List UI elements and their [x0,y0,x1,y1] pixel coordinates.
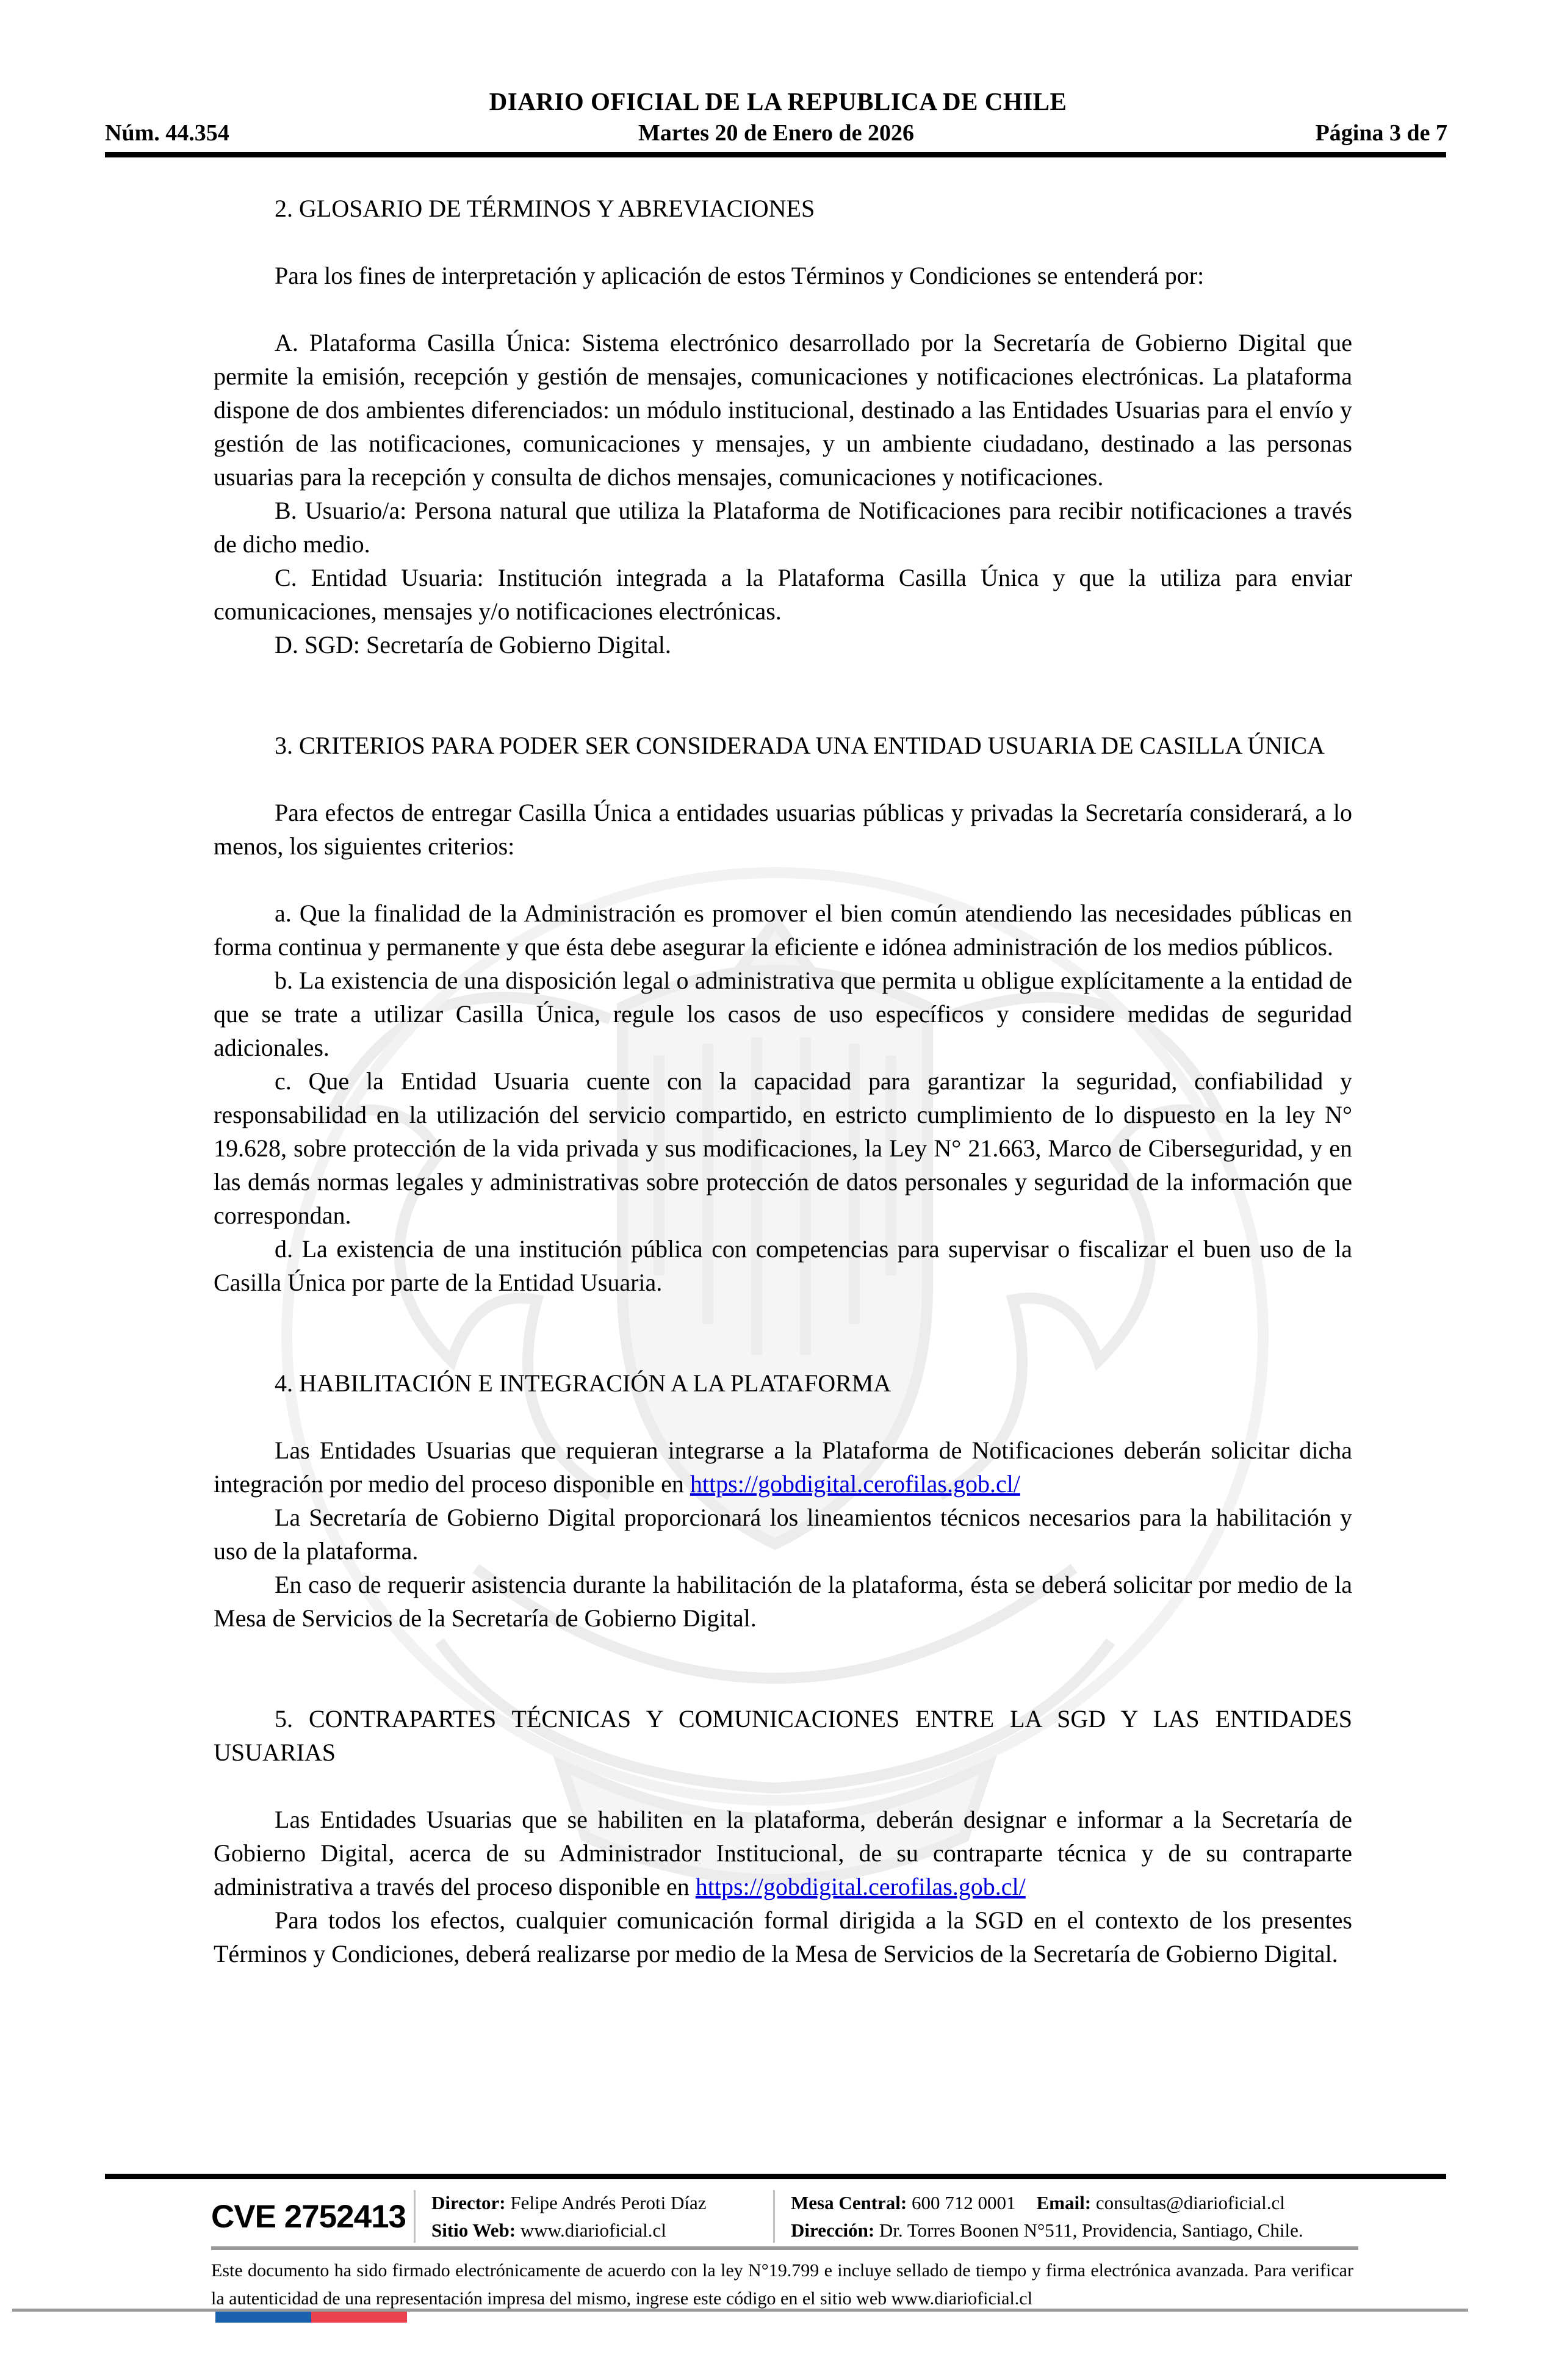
section-5-paragraph-2: Para todos los efectos, cualquier comunicación formal dirigida a la SGD en el contexto de los presentes Términos y Condiciones, deberá realizarse por medio de la Mesa de Servicios de la Secretaría de Gobierno Digital. [214,1906,1352,1967]
flag-red-segment [311,2312,407,2323]
section-5-title: 5. CONTRAPARTES TÉCNICAS Y COMUNICACIONES ENTRE LA SGD Y LAS ENTIDADES USUARIAS [214,1705,1352,1766]
footer-bottom-rule [211,2246,1358,2250]
definition-item-d: D. SGD: Secretaría de Gobierno Digital. [275,631,671,658]
spacer [214,1400,1352,1433]
section-5-paragraph-1 [214,1803,1352,1903]
section-3-intro: Para efectos de entregar Casilla Única a entidades usuarias públicas y privadas la Secretaría considerará, a lo menos, los siguientes criterios: [214,799,1352,860]
flag-blue-segment [215,2312,311,2323]
criteria-item-b: b. La existencia de una disposición legal o administrativa que permita u obligue explícitamente a la entidad de que se trate a utilizar Casilla Única, regule los casos de uso específicos y considere medidas de seguridad adicionales. [214,967,1352,1061]
address-value: Dr. Torres Boonen N°511, Providencia, Santiago, Chile. [879,2220,1303,2241]
spacer [214,863,1352,896]
document-body [214,192,1352,1971]
issue-date: Martes 20 de Enero de 2026 [638,120,915,146]
phone-value: 600 712 0001 [912,2192,1016,2213]
definition-item-b: B. Usuario/a: Persona natural que utiliza la Plataforma de Notificaciones para recibir notificaciones a través de dicho medio. [214,497,1352,558]
legal-notice: Este documento ha sido firmado electrónicamente de acuerdo con la ley N°19.799 e incluye sellado de tiempo y firma electrónica avanzada. Para verificar la autenticidad de una representación impresa del mismo, ingrese este código en el sitio web www.diarioficial.cl [211,2260,1353,2309]
footer-director-column [416,2189,773,2244]
definition-item-c: C. Entidad Usuaria: Institución integrada a la Plataforma Casilla Única y que la utiliza para enviar comunicaciones, mensajes y/o notificaciones electrónicas. [214,564,1352,625]
spacer [214,662,1352,729]
criteria-item-a: a. Que la finalidad de la Administración es promover el bien común atendiendo las necesidades públicas en forma continua y permanente y que ésta debe asegurar la eficiente e idónea administración de los medios públicos. [214,900,1352,961]
phone-email-line [791,2189,1358,2216]
email-value[interactable]: consultas@diarioficial.cl [1095,2192,1285,2213]
integration-process-link[interactable]: https://gobdigital.cerofilas.gob.cl/ [690,1470,1020,1498]
address-label: Dirección: [791,2220,875,2241]
website-label: Sitio Web: [431,2220,516,2241]
email-label: Email: [1036,2192,1092,2213]
publication-title: DIARIO OFICIAL DE LA REPUBLICA DE CHILE [489,87,1067,115]
director-label: Director: [431,2192,506,2213]
section-4-paragraph-3: En caso de requerir asistencia durante la habilitación de la plataforma, ésta se deberá solicitar por medio de la Mesa de Servicios de la Secretaría de Gobierno Digital. [214,1571,1352,1632]
footer-info-bar [211,2188,1358,2245]
page-indicator: Página 3 de 7 [1315,120,1447,146]
header-meta-row [105,120,1447,146]
phone-label: Mesa Central: [791,2192,907,2213]
paragraph-text: Las Entidades Usuarias que se habiliten en la plataforma, deberán designar e informar a la Secretaría de Gobierno Digital, acerca de su Administrador Institucional, de su contraparte técnica y de su contraparte administrativa a través del proceso disponible en [214,1806,1352,1900]
spacer [214,762,1352,796]
section-4-paragraph-2: La Secretaría de Gobierno Digital proporcionará los lineamientos técnicos necesarios para la habilitación y uso de la plataforma. [214,1504,1352,1565]
spacer [214,225,1352,259]
section-3-title: 3. CRITERIOS PARA PODER SER CONSIDERADA UNA ENTIDAD USUARIA DE CASILLA ÚNICA [275,732,1325,759]
header-rule [105,152,1446,157]
footer-contact-column [775,2189,1358,2244]
director-line [431,2189,773,2216]
section-4-paragraph-1 [214,1433,1352,1501]
cve-code: CVE 2752413 [211,2198,406,2235]
footer-top-rule [105,2174,1446,2179]
section-2-title: 2. GLOSARIO DE TÉRMINOS Y ABREVIACIONES [275,195,815,222]
section-4-title: 4. HABILITACIÓN E INTEGRACIÓN A LA PLATAFORMA [275,1369,891,1397]
spacer [214,292,1352,326]
paragraph-text: Las Entidades Usuarias que requieran integrarse a la Plataforma de Notificaciones deberán solicitar dicha integración por medio del proceso disponible en [214,1437,1352,1498]
criteria-item-d: d. La existencia de una institución pública con competencias para supervisar o fiscalizar el buen uso de la Casilla Única por parte de la Entidad Usuaria. [214,1235,1352,1296]
address-line [791,2216,1358,2244]
website-value[interactable]: www.diarioficial.cl [520,2220,666,2241]
chile-flag-icon [215,2312,407,2323]
section-2-intro: Para los fines de interpretación y aplicación de estos Términos y Condiciones se entenderá por: [275,262,1205,289]
director-value: Felipe Andrés Peroti Díaz [510,2192,707,2213]
counterpart-process-link[interactable]: https://gobdigital.cerofilas.gob.cl/ [695,1873,1026,1900]
spacer [214,1635,1352,1702]
definition-item-a: A. Plataforma Casilla Única: Sistema electrónico desarrollado por la Secretaría de Gobierno Digital que permite la emisión, recepción y gestión de mensajes, comunicaciones y notificaciones electrónicas. La plataforma dispone de dos ambientes diferenciados: un módulo institucional, destinado a las Entidades Usuarias para el envío y gestión de las notificaciones, comunicaciones y mensajes, y un ambiente ciudadano, destinado a las personas usuarias para la recepción y consulta de dichos mensajes, comunicaciones y notificaciones. [214,329,1352,491]
spacer [214,1769,1352,1803]
spacer [214,1299,1352,1366]
website-line [431,2216,773,2244]
issue-number: Núm. 44.354 [105,120,229,146]
criteria-item-c: c. Que la Entidad Usuaria cuente con la capacidad para garantizar la seguridad, confiabilidad y responsabilidad en la utilización del servicio compartido, en estricto cumplimiento de lo dispuesto en la ley N° 19.628, sobre protección de la vida privada y sus modificaciones, la Ley N° 21.663, Marco de Ciberseguridad, y en las demás normas legales y administrativas sobre protección de datos personales y seguridad de la información que correspondan. [214,1067,1352,1229]
